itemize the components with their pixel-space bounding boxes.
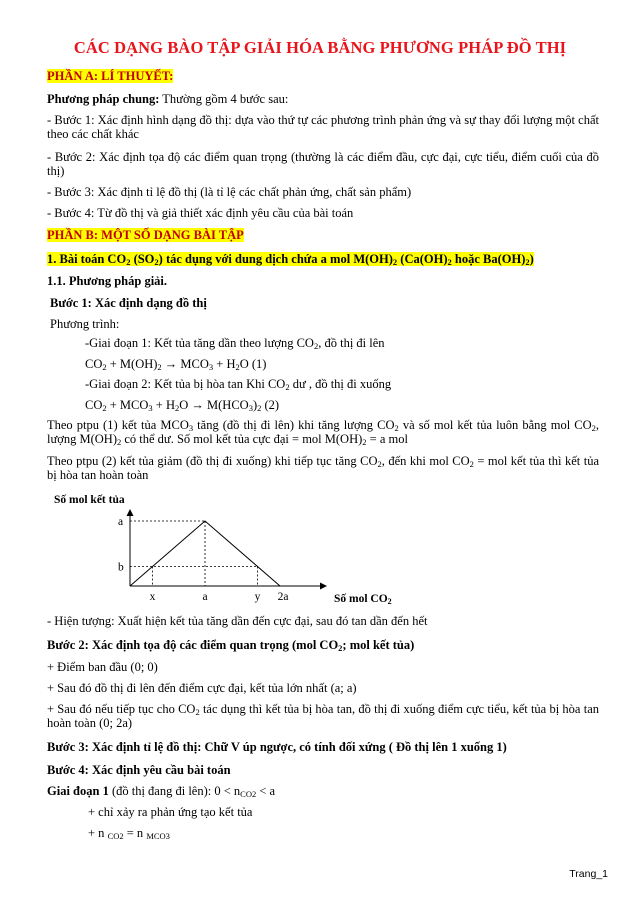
buoc3-heading: Bước 3: Xác định tỉ lệ đồ thị: Chữ V úp ngược, có tính đối xứng ( Đồ thị lên 1 xuống 1) — [47, 740, 507, 754]
part-b-heading-line — [47, 228, 599, 242]
explanation-paragraph-2: Theo ptpu (2) kết tủa giảm (đồ thị đi xuống) khi tiếp tục tăng $CO_2$, đến khi mol $CO_2$ = mol kết tủa thì kết tủa bị hòa tan hoàn toàn — [47, 454, 599, 482]
stage1-bullet-1: + chỉ xảy ra phản ứng tạo kết tủa — [88, 805, 253, 819]
equation-2: $CO_2 + MCO_3 + H_2O \to M(HCO_3)_2$ (2) — [85, 398, 280, 413]
point-max: + Sau đó đồ thị đi lên đến điểm cực đại, kết tủa lớn nhất (a; a) — [47, 681, 357, 695]
y-tick-label-a: a — [118, 516, 124, 528]
part-b-heading: PHẦN B: MỘT SỐ DẠNG BÀI TẬP — [47, 228, 244, 242]
method-line — [47, 92, 599, 106]
phenomenon-text: - Hiện tượng: Xuất hiện kết tủa tăng dần đến cực đại, sau đó tan dần đến hết — [47, 614, 428, 628]
page-footer: Trang_1 — [569, 868, 608, 880]
step2-text: - Bước 2: Xác định tọa độ các điểm quan trọng (thường là các điểm đầu, cực đại, cực tiểu, điểm cuối của đồ thị) — [47, 150, 599, 178]
explanation-paragraph-1: Theo ptpu (1) kết tủa $MCO_3$ tăng (đồ thị đi lên) khi tăng lượng $CO_2$ và số mol kết tủa luôn bằng mol $CO_2$, lượng $M(OH)_2$ có thể dư. Số mol kết tủa cực đại = mol $M(OH)_2 = a$ mol — [47, 418, 599, 447]
stage1-bullet-2: + n $_{CO2}$ = n $_{MCO3}$ — [88, 826, 170, 841]
page-title: CÁC DẠNG BÀO TẬP GIẢI HÓA BẰNG PHƯƠNG PHÁP ĐỒ THỊ — [73, 38, 567, 57]
subsection-1-1: 1.1. Phương pháp giải. — [47, 274, 168, 288]
buoc1-heading: Bước 1: Xác định dạng đồ thị — [50, 296, 207, 310]
equation-1: $CO_2 + M(OH)_2 \to MCO_3 + H_2O$ (1) — [85, 357, 267, 372]
x-axis-label: Số mol CO2 — [334, 593, 392, 606]
giai-doan-1-text: -Giai đoạn 1: Kết tủa tăng dần theo lượng $CO_2$, đồ thị đi lên — [85, 336, 385, 351]
step1-text: - Bước 1: Xác định hình dạng đồ thị: dựa vào thứ tự các phương trình phản ứng và sự thay đổi lượng một chất theo các chất khác — [47, 113, 599, 141]
step4-text: - Bước 4: Từ đồ thị và giả thiết xác định yêu cầu của bài toán — [47, 206, 354, 220]
point-min: + Sau đó nếu tiếp tục cho $CO_2$ tác dụng thì kết tủa bị hòa tan, đồ thị đi xuống điểm cực tiểu, kết tủa bị hòa tan hoàn toàn (0; 2a) — [47, 702, 599, 730]
y-tick-label-b: b — [118, 561, 124, 574]
method-label: Phương pháp chung: — [47, 92, 160, 106]
buoc2-heading: Bước 2: Xác định tọa độ các điểm quan trọng (mol $CO_2$; mol kết tủa) — [47, 638, 415, 653]
part-a-heading-line — [47, 69, 599, 83]
part-a-heading: PHẦN A: LÍ THUYẾT: — [47, 69, 174, 83]
buoc4-heading: Bước 4: Xác định yêu cầu bài toán — [47, 763, 231, 777]
point-initial: + Điểm ban đầu (0; 0) — [47, 660, 158, 674]
problem1-heading: 1. Bài toán $CO_2$ $(SO_2)$ tác dụng với dung dịch chứa a mol $M(OH)_2$ ($Ca(OH)_2$ hoặc $Ba(OH)_2$) — [47, 252, 534, 267]
step3-text: - Bước 3: Xác định tỉ lệ đồ thị (là tỉ lệ các chất phản ứng, chất sản phẩm) — [47, 185, 412, 199]
stage1-condition: Giai đoạn 1 (đồ thị đang đi lên): $0 < n_{CO2} < a$ — [47, 784, 276, 799]
x-tick-label-y: y — [254, 591, 261, 603]
x-tick-label-a: a — [202, 591, 208, 603]
giai-doan-2-text: -Giai đoạn 2: Kết tủa bị hòa tan Khi $CO_2$ dư , đồ thị đi xuống — [85, 377, 392, 392]
problem1-heading-line — [47, 252, 599, 266]
y-axis-label: Số mol kết tủa — [54, 494, 125, 506]
x-tick-label-2a: 2a — [277, 591, 289, 603]
method-text: Thường gồm 4 bước sau: — [159, 92, 289, 106]
precipitate-graph — [48, 488, 392, 613]
x-tick-label-x: x — [149, 591, 156, 603]
phuong-trinh-label: Phương trình: — [50, 317, 120, 331]
